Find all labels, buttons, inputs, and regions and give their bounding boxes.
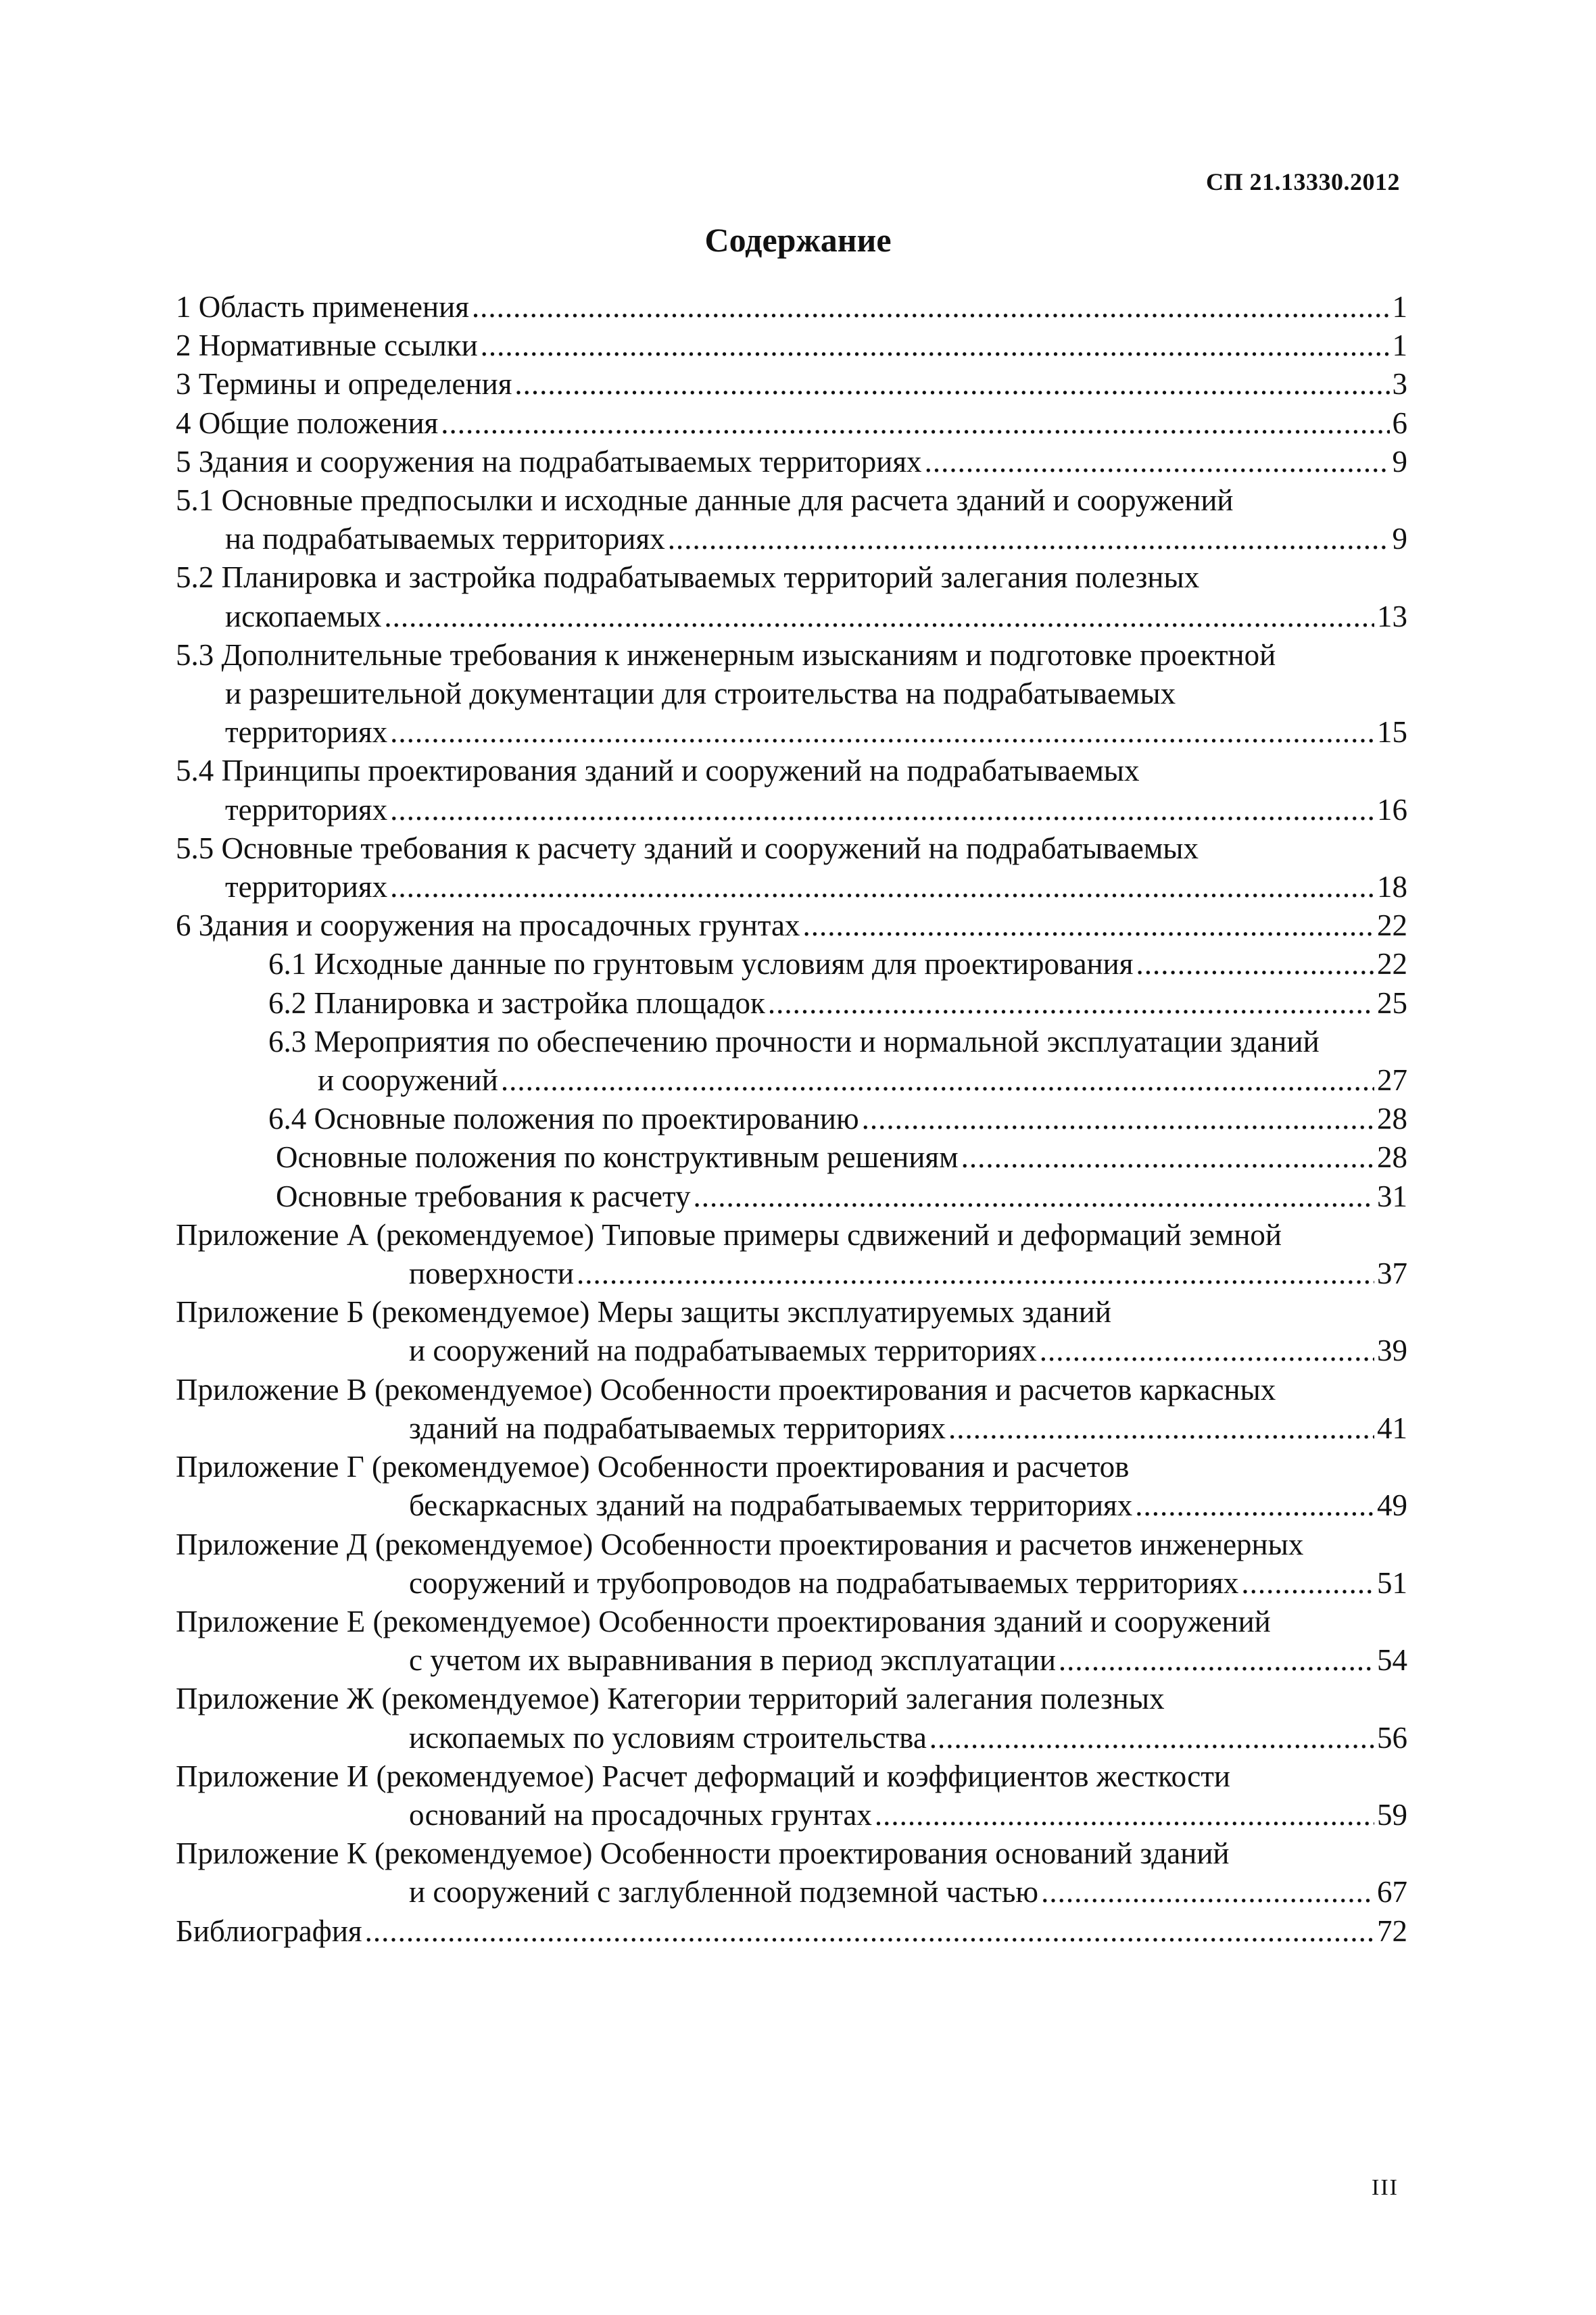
toc-page-number: 16 xyxy=(1377,792,1407,827)
toc-entry-line: Приложение В (рекомендуемое) Особенности проектирования и расчетов каркасных xyxy=(176,1372,1276,1407)
toc-page-number: 6 xyxy=(1392,406,1407,440)
toc-entry-row xyxy=(176,1641,1407,1680)
toc-entry-row xyxy=(176,1912,1407,1951)
toc-entry-line: территориях xyxy=(225,715,388,750)
toc-entry-line: 5.4 Принципы проектирования зданий и сооружений на подрабатываемых xyxy=(176,754,1140,788)
toc-entry xyxy=(176,752,1407,829)
toc-page-number: 37 xyxy=(1377,1257,1407,1291)
toc-entry-row xyxy=(176,1486,1407,1525)
toc-entry-line: Приложение Ж (рекомендуемое) Категории территорий залегания полезных xyxy=(176,1682,1165,1716)
dot-leader xyxy=(501,1061,1374,1100)
dot-leader xyxy=(441,404,1389,443)
toc-entry-line: и разрешительной документации для строительства на подрабатываемых xyxy=(225,677,1176,711)
toc-page-number: 41 xyxy=(1377,1411,1407,1445)
dot-leader xyxy=(1041,1873,1374,1911)
toc-entry-line: Приложение А (рекомендуемое) Типовые примеры сдвижений и деформаций земной xyxy=(176,1217,1282,1252)
toc-entry-row xyxy=(176,443,1407,481)
toc-entry-row xyxy=(176,520,1407,558)
toc-entry-row xyxy=(176,713,1407,752)
toc-entry-row xyxy=(268,945,1407,983)
toc-entry xyxy=(176,1912,1407,1951)
toc-entry-line: сооружений и трубопроводов на подрабатываемых территориях xyxy=(409,1565,1239,1600)
toc-entry-line: поверхности xyxy=(409,1257,574,1291)
toc-entry-row xyxy=(176,1873,1407,1911)
toc-page-number: 72 xyxy=(1377,1914,1407,1948)
dot-leader xyxy=(1135,1486,1374,1525)
toc-entry-line: территориях xyxy=(225,870,388,904)
toc-page-number: 51 xyxy=(1377,1565,1407,1600)
toc-entry-row xyxy=(276,1138,1407,1177)
toc-entry-row xyxy=(176,1332,1407,1370)
toc-entry-line: ископаемых по условиям строительства xyxy=(409,1720,927,1755)
toc-page-number: 67 xyxy=(1377,1875,1407,1909)
toc-entry-line: и сооружений на подрабатываемых территориях xyxy=(409,1334,1037,1368)
toc-entry xyxy=(176,906,1407,945)
toc-page-number: 54 xyxy=(1377,1643,1407,1678)
dot-leader xyxy=(1136,945,1374,983)
toc-entry xyxy=(176,1603,1407,1680)
toc-entry-line: 6 Здания и сооружения на просадочных грунтах xyxy=(176,908,800,943)
toc-entry-row xyxy=(176,1409,1407,1448)
toc-entry xyxy=(176,1023,1407,1100)
toc-page-number: 1 xyxy=(1392,328,1407,363)
toc-entry-line: Основные требования к расчету xyxy=(276,1179,691,1213)
toc-entry-line: Основные положения по конструктивным решениям xyxy=(276,1140,959,1175)
toc-entry-row xyxy=(176,326,1407,365)
toc-entry xyxy=(176,288,1407,326)
toc-entry-line: с учетом их выравнивания в период эксплуатации xyxy=(409,1643,1056,1678)
toc-entry-line: Приложение Е (рекомендуемое) Особенности проектирования зданий и сооружений xyxy=(176,1604,1271,1638)
toc-entry-line: 3 Термины и определения xyxy=(176,367,512,401)
toc-entry-row xyxy=(176,868,1407,906)
toc-entry-line: Приложение И (рекомендуемое) Расчет деформаций и коэффициентов жесткости xyxy=(176,1759,1230,1793)
toc-page-number: 3 xyxy=(1392,367,1407,401)
toc-page-number: 49 xyxy=(1377,1488,1407,1523)
toc-entry-row xyxy=(176,365,1407,404)
toc-entry xyxy=(176,1834,1407,1911)
toc-page-number: 22 xyxy=(1377,947,1407,981)
toc-entry xyxy=(176,558,1407,635)
toc-entry xyxy=(176,1216,1407,1293)
toc-entry xyxy=(176,1680,1407,1757)
toc-entry-row xyxy=(268,1061,1407,1100)
dot-leader xyxy=(768,984,1374,1023)
toc-entry-line: 4 Общие положения xyxy=(176,406,439,440)
toc-page-number: 31 xyxy=(1377,1179,1407,1213)
toc-entry-line: 1 Область применения xyxy=(176,290,469,324)
toc-entry-line: и сооружений xyxy=(318,1063,498,1098)
toc-entry-line: оснований на просадочных грунтах xyxy=(409,1797,872,1832)
toc-entry-line: 6.3 Мероприятия по обеспечению прочности и нормальной эксплуатации зданий xyxy=(268,1024,1320,1058)
page-number: III xyxy=(1372,2175,1399,2200)
dot-leader xyxy=(925,443,1390,481)
dot-leader xyxy=(875,1796,1374,1834)
toc-page-number: 39 xyxy=(1377,1334,1407,1368)
dot-leader xyxy=(390,713,1374,752)
toc-entry-line: 2 Нормативные ссылки xyxy=(176,328,478,363)
dot-leader xyxy=(514,365,1389,404)
toc-page-number: 25 xyxy=(1377,985,1407,1020)
toc-entry-line: 6.2 Планировка и застройка площадок xyxy=(268,985,765,1020)
toc-page-number: 27 xyxy=(1377,1063,1407,1098)
toc-entry-line: на подрабатываемых территориях xyxy=(225,522,665,556)
toc-page-number: 22 xyxy=(1377,908,1407,943)
toc-entry-row xyxy=(176,1564,1407,1603)
toc-entry xyxy=(176,1138,1407,1177)
document-code: СП 21.13330.2012 xyxy=(1206,168,1400,195)
toc-entry-line: 5.1 Основные предпосылки и исходные данные для расчета зданий и сооружений xyxy=(176,483,1234,518)
dot-leader xyxy=(694,1177,1375,1216)
dot-leader xyxy=(802,906,1374,945)
toc-entry xyxy=(176,945,1407,983)
dot-leader xyxy=(384,598,1374,636)
toc-entry-row xyxy=(176,1254,1407,1293)
toc-page-number: 28 xyxy=(1377,1140,1407,1175)
toc-title: Содержание xyxy=(704,221,892,259)
toc-entry xyxy=(176,1526,1407,1603)
dot-leader xyxy=(929,1719,1374,1757)
toc-page-number: 28 xyxy=(1377,1102,1407,1136)
toc-page-number: 1 xyxy=(1392,290,1407,324)
toc-entry xyxy=(176,1757,1407,1834)
toc-page-number: 15 xyxy=(1377,715,1407,750)
toc-entry xyxy=(176,1293,1407,1370)
toc-entry xyxy=(176,326,1407,365)
toc-entry xyxy=(176,636,1407,752)
dot-leader xyxy=(365,1912,1374,1951)
dot-leader xyxy=(1241,1564,1374,1603)
dot-leader xyxy=(472,288,1390,326)
toc-entry-line: Библиография xyxy=(176,1914,362,1948)
toc-entry-row xyxy=(176,598,1407,636)
dot-leader xyxy=(948,1409,1374,1448)
dot-leader xyxy=(577,1254,1374,1293)
toc-page-number: 59 xyxy=(1377,1797,1407,1832)
dot-leader xyxy=(481,326,1390,365)
toc-entry-line: Приложение Д (рекомендуемое) Особенности проектирования и расчетов инженерных xyxy=(176,1527,1304,1561)
dot-leader xyxy=(961,1138,1374,1177)
toc-list xyxy=(176,288,1407,1951)
toc-entry-line: Приложение Б (рекомендуемое) Меры защиты эксплуатируемых зданий xyxy=(176,1295,1111,1330)
toc-page-number: 13 xyxy=(1377,599,1407,633)
toc-entry xyxy=(176,1448,1407,1525)
toc-entry-row xyxy=(268,984,1407,1023)
toc-entry-row xyxy=(176,1719,1407,1757)
toc-entry-line: 6.1 Исходные данные по грунтовым условиям для проектирования xyxy=(268,947,1134,981)
toc-entry-row xyxy=(176,791,1407,829)
toc-entry-line: 5.2 Планировка и застройка подрабатываемых территорий залегания полезных xyxy=(176,560,1200,595)
toc-entry xyxy=(176,829,1407,906)
toc-entry-row xyxy=(176,906,1407,945)
toc-entry-line: 6.4 Основные положения по проектированию xyxy=(268,1102,859,1136)
toc-page-number: 18 xyxy=(1377,870,1407,904)
toc-page-number: 9 xyxy=(1392,444,1407,479)
toc-entry-row xyxy=(268,1100,1407,1138)
dot-leader xyxy=(668,520,1390,558)
toc-entry-row xyxy=(276,1177,1407,1216)
toc-page-number: 9 xyxy=(1392,522,1407,556)
toc-entry-line: и сооружений с заглубленной подземной частью xyxy=(409,1875,1039,1909)
toc-entry xyxy=(176,1177,1407,1216)
toc-entry-line: ископаемых xyxy=(225,599,382,633)
toc-entry-line: 5.3 Дополнительные требования к инженерным изысканиям и подготовке проектной xyxy=(176,637,1276,672)
toc-entry-row xyxy=(176,404,1407,443)
toc-entry xyxy=(176,365,1407,404)
dot-leader xyxy=(1059,1641,1374,1680)
toc-page-number: 56 xyxy=(1377,1720,1407,1755)
toc-entry-line: бескаркасных зданий на подрабатываемых территориях xyxy=(409,1488,1133,1523)
toc-entry xyxy=(176,443,1407,481)
toc-entry-line: 5.5 Основные требования к расчету зданий и сооружений на подрабатываемых xyxy=(176,831,1199,865)
toc-entry xyxy=(176,481,1407,558)
toc-entry-row xyxy=(176,288,1407,326)
toc-entry-line: территориях xyxy=(225,792,388,827)
toc-entry-line: 5 Здания и сооружения на подрабатываемых территориях xyxy=(176,444,922,479)
toc-entry-line: Приложение Г (рекомендуемое) Особенности проектирования и расчетов xyxy=(176,1450,1130,1484)
toc-entry-row xyxy=(176,1796,1407,1834)
toc-entry-line: Приложение К (рекомендуемое) Особенности проектирования оснований зданий xyxy=(176,1836,1230,1871)
toc-entry xyxy=(176,984,1407,1023)
dot-leader xyxy=(862,1100,1374,1138)
toc-entry-line: зданий на подрабатываемых территориях xyxy=(409,1411,946,1445)
toc-entry xyxy=(176,1100,1407,1138)
toc-entry xyxy=(176,1371,1407,1448)
dot-leader xyxy=(390,868,1374,906)
toc-entry xyxy=(176,404,1407,443)
dot-leader xyxy=(390,791,1374,829)
dot-leader xyxy=(1040,1332,1374,1370)
